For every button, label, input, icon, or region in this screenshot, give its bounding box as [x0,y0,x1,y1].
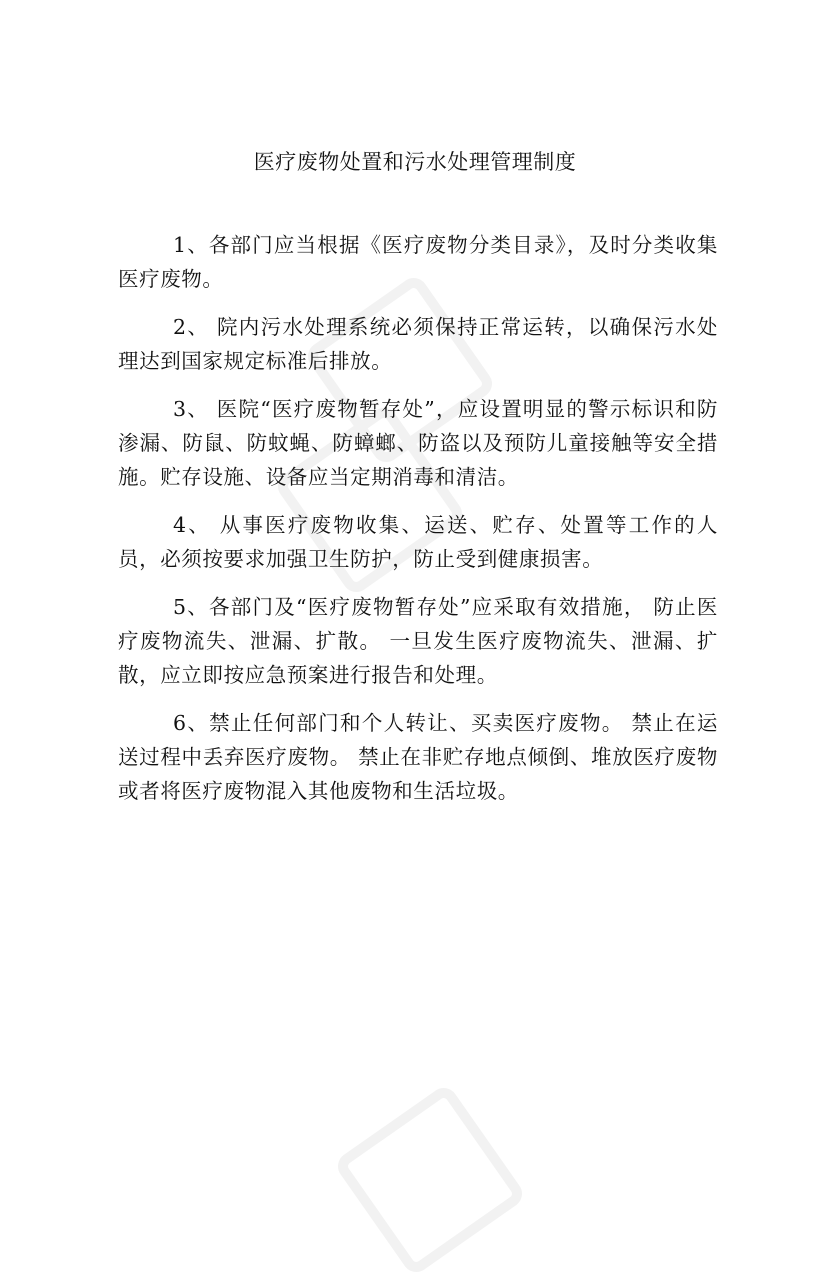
paragraph-2: 2、 院内污水处理系统必须保持正常运转，以确保污水处理达到国家规定标准后排放。 [118,315,718,373]
document-title: 医疗废物处置和污水处理管理制度 [253,150,577,174]
document-body [118,228,718,822]
paragraph-3: 3、 医院“医疗废物暂存处”，应设置明显的警示标识和防渗漏、防鼠、防蚊蝇、防蟑螂、防盗以及预防儿童接触等安全措施。贮存设施、设备应当定期消毒和清洁。 [118,397,718,489]
paragraph-4: 4、 从事医疗废物收集、运送、贮存、处置等工作的人员，必须按要求加强卫生防护，防止受到健康损害。 [118,513,718,571]
paragraph-6: 6、禁止任何部门和个人转让、买卖医疗废物。 禁止在运送过程中丢弃医疗废物。 禁止在非贮存地点倾倒、堆放医疗废物或者将医疗废物混入其他废物和生活垃圾。 [118,711,718,803]
paragraph-1: 1、各部门应当根据《医疗废物分类目录》，及时分类收集医疗废物。 [118,233,718,291]
watermark-logo [360,1110,500,1250]
paragraph-5: 5、各部门及“医疗废物暂存处”应采取有效措施， 防止医疗废物流失、泄漏、扩散。 一旦发生医疗废物流失、泄漏、扩散，应立即按应急预案进行报告和处理。 [118,595,718,687]
